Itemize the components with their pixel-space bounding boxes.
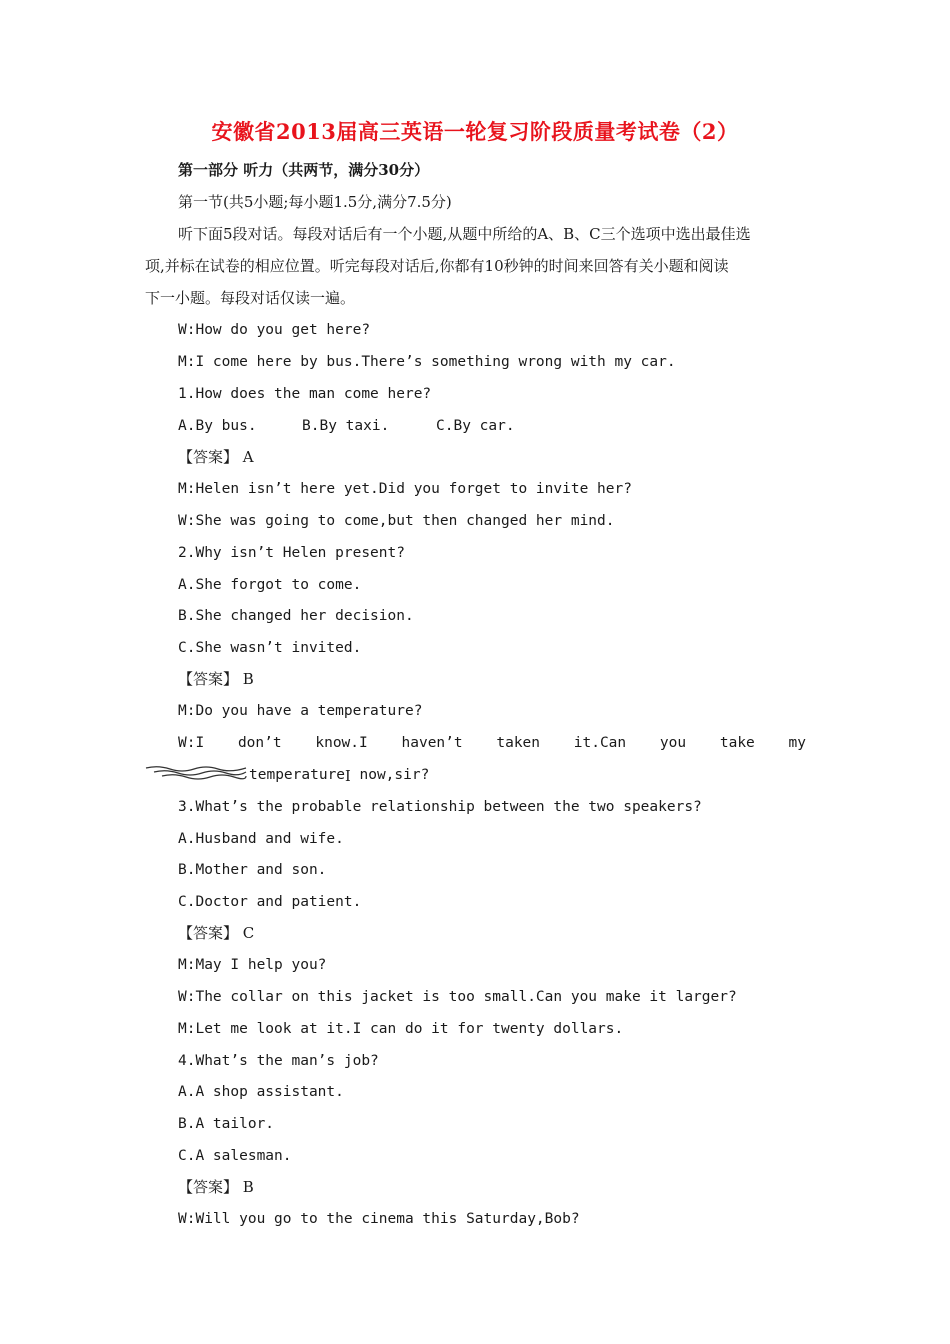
q3-option-b: B.Mother and son. bbox=[178, 862, 327, 878]
d2-woman-line: W:She was going to come,but then changed her mind. bbox=[178, 513, 615, 529]
q2-option-a: A.She forgot to come. bbox=[178, 577, 362, 593]
word: take bbox=[719, 735, 755, 751]
question-2: 2.Why isn’t Helen present? bbox=[178, 545, 405, 561]
question-1: 1.How does the man come here? bbox=[178, 386, 432, 402]
word-now-sir: now,sir? bbox=[350, 767, 430, 783]
d1-man-line: M:I come here by bus.There’s something wrong with my car. bbox=[178, 354, 676, 370]
word-temperature: temperature bbox=[249, 767, 346, 783]
instruction-line-3: 下一小题。每段对话仅读一遍。 bbox=[145, 289, 356, 307]
d3-woman-line-cont bbox=[249, 765, 429, 785]
d4-man-line-2: M:Let me look at it.I can do it for twenty dollars. bbox=[178, 1021, 624, 1037]
d4-woman-line: W:The collar on this jacket is too small.Can you make it larger? bbox=[178, 989, 737, 1005]
instruction-line-2: 项,并标在试卷的相应位置。听完每段对话后,你都有10秒钟的时间来回答有关小题和阅读 bbox=[145, 257, 729, 275]
d3-man-line: M:Do you have a temperature? bbox=[178, 703, 423, 719]
answer-1: 【答案】 A bbox=[178, 448, 254, 466]
word: it.Can bbox=[573, 735, 627, 751]
word: you bbox=[659, 735, 687, 751]
d4-man-line-1: M:May I help you? bbox=[178, 957, 327, 973]
d3-woman-line bbox=[178, 733, 806, 753]
q2-option-b: B.She changed her decision. bbox=[178, 608, 414, 624]
word: haven’t bbox=[401, 735, 463, 751]
section-heading: 第一节(共5小题;每小题1.5分,满分7.5分) bbox=[178, 193, 452, 211]
d1-woman-line: W:How do you get here? bbox=[178, 322, 371, 338]
answer-3: 【答案】 C bbox=[178, 924, 255, 942]
word: taken bbox=[496, 735, 541, 751]
word: my bbox=[788, 735, 806, 751]
page-title: 安徽省2013届高三英语一轮复习阶段质量考试卷（2） bbox=[211, 119, 739, 144]
q2-option-c: C.She wasn’t invited. bbox=[178, 640, 362, 656]
question-3: 3.What’s the probable relationship between the two speakers? bbox=[178, 799, 702, 815]
stray-mark: I bbox=[345, 769, 351, 785]
d5-woman-line: W:Will you go to the cinema this Saturday,Bob? bbox=[178, 1211, 580, 1227]
word: W:I bbox=[178, 735, 205, 751]
q1-option-c: C.By car. bbox=[436, 418, 515, 434]
word: know.I bbox=[315, 735, 368, 751]
d2-man-line: M:Helen isn’t here yet.Did you forget to invite her? bbox=[178, 481, 632, 497]
q3-option-c: C.Doctor and patient. bbox=[178, 894, 362, 910]
question-4: 4.What’s the man’s job? bbox=[178, 1053, 379, 1069]
q4-option-c: C.A salesman. bbox=[178, 1148, 292, 1164]
word: don’t bbox=[237, 735, 282, 751]
wavy-underline-mark bbox=[144, 764, 248, 782]
instruction-line-1: 听下面5段对话。每段对话后有一个小题,从题中所给的A、B、C三个选项中选出最佳选 bbox=[178, 225, 751, 243]
q1-option-b: B.By taxi. bbox=[302, 418, 390, 434]
q4-option-a: A.A shop assistant. bbox=[178, 1084, 344, 1100]
q3-option-a: A.Husband and wife. bbox=[178, 831, 344, 847]
q1-option-a: A.By bus. bbox=[178, 418, 257, 434]
q4-option-b: B.A tailor. bbox=[178, 1116, 275, 1132]
answer-4: 【答案】 B bbox=[178, 1178, 254, 1196]
answer-2: 【答案】 B bbox=[178, 670, 254, 688]
part-heading: 第一部分 听力（共两节，满分30分） bbox=[178, 161, 430, 179]
